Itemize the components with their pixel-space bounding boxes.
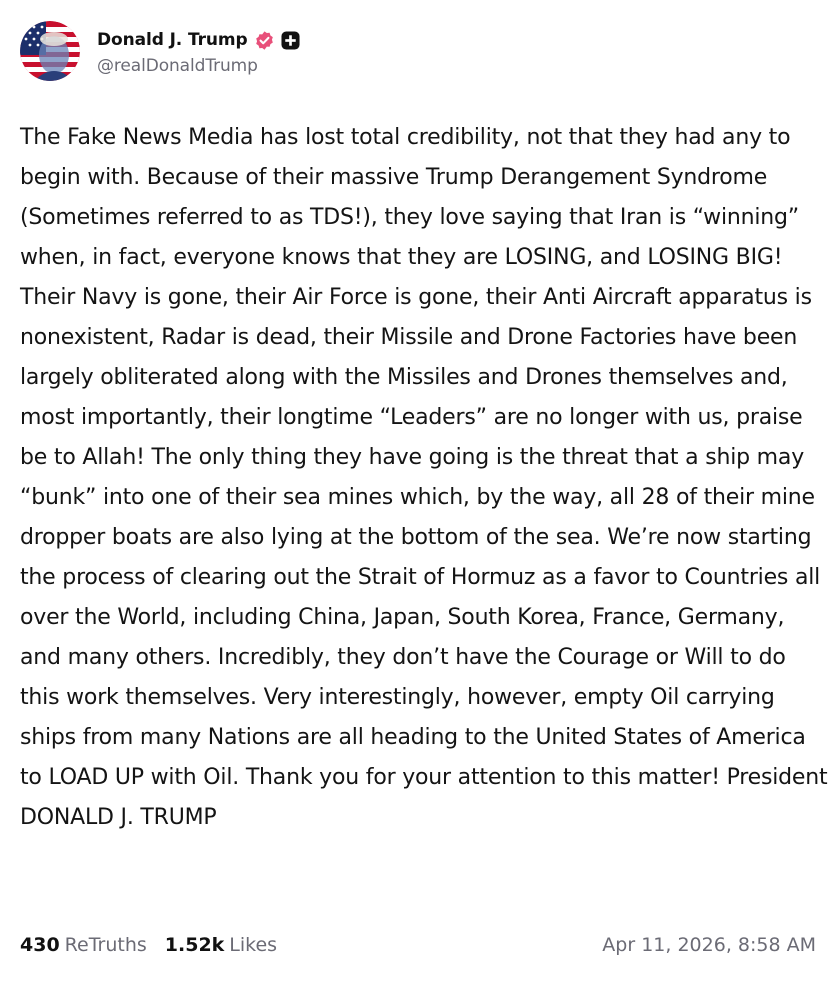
author-identity (97, 26, 300, 76)
likes-label: Likes (229, 934, 278, 956)
retruths-stat[interactable] (20, 934, 147, 956)
retruths-label: ReTruths (64, 934, 147, 956)
avatar-flag-portrait-icon (20, 21, 80, 81)
likes-stat[interactable] (165, 934, 277, 956)
retruths-count: 430 (20, 934, 60, 956)
post-text: The Fake News Media has lost total credibility, not that they had any to begin with. Because of their massive Trump Derangement Syndrome (Sometimes referred to as TDS!), they love saying that Iran is “winning” when, in fact, everyone knows that they are LOSING, and LOSING BIG! Their Navy is gone, their Air Force is gone, their Anti Aircraft apparatus is nonexistent, Radar is dead, their Missile and Drone Factories have been largely obliterated along with the Missiles and Drones themselves and, most importantly, their longtime “Leaders” are no longer with us, praise be to Allah! The only thing they have going is the threat that a ship may “bunk” into one of their sea mines which, by the way, all 28 of their mine dropper boats are also lying at the bottom of the sea. We’re now starting the process of clearing out the Strait of Hormuz as a favor to Countries all over the World, including China, Japan, South Korea, France, Germany, and many others. Incredibly, they don’t have the Courage or Will to do this work themselves. Very interestingly, however, empty Oil carrying ships from many Nations are all heading to the United States of America to LOAD UP with Oil. Thank you for your attention to this matter! President DONALD J. TRUMP (20, 125, 828, 830)
post-header (20, 20, 300, 82)
avatar[interactable] (20, 21, 80, 81)
post-timestamp[interactable]: Apr 11, 2026, 8:58 AM (602, 934, 816, 956)
post-footer (20, 928, 816, 962)
author-handle[interactable]: @realDonaldTrump (97, 56, 258, 76)
verified-badge-icon (254, 30, 275, 51)
author-name-row (97, 26, 300, 54)
likes-count: 1.52k (164, 934, 225, 956)
plus-badge-icon (281, 31, 300, 50)
author-display-name[interactable]: Donald J. Trump (97, 30, 248, 50)
